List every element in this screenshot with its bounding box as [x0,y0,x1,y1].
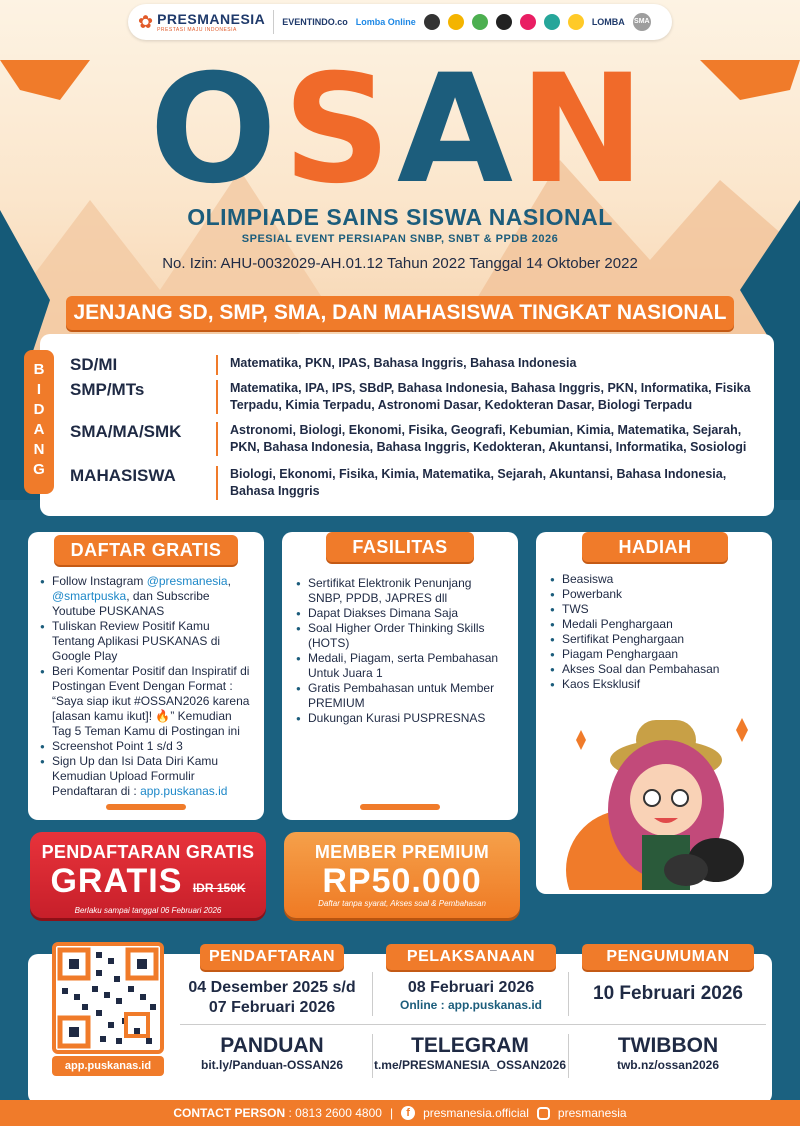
sponsor-logo-icon [568,14,584,30]
divider: | [389,1106,394,1120]
card-accent [360,804,440,810]
sponsor-bar [128,4,672,40]
fasilitas-list [296,576,506,726]
list-item: ● Kaos Eksklusif [550,677,760,692]
link-title: TELEGRAM [411,1034,529,1057]
button-price: GRATIS IDR 150K [50,862,246,900]
pengumuman-date: 10 Februari 2026 [593,983,743,1004]
bidang-row [70,380,756,414]
sponsor-eventindo: EVENTINDO.co [282,17,348,27]
original-price: IDR 150K [192,881,246,895]
divider [372,972,373,1016]
subject-list: Biologi, Ekonomi, Fisika, Kimia, Matematika, Sejarah, Akuntansi, Bahasa Indonesia, Bahasa Inggris [216,466,756,500]
list-item: ● Tuliskan Review Positif Kamu Tentang Aplikasi PUSKANAS di Google Play [40,619,252,664]
pendaftaran-date: 04 Desember 2025 s/d [188,979,356,996]
list-item: ● Medali Penghargaan [550,617,760,632]
instagram-link[interactable]: @smartpuska [52,589,127,603]
panduan-link[interactable] [186,1034,358,1072]
logo-letter: A [396,43,520,217]
link-url[interactable]: t.me/PRESMANESIA_OSSAN2026 [373,1058,567,1072]
divider [180,1024,766,1025]
list-item: ● Follow Instagram @presmanesia, @smartpuska, dan Subscribe Youtube PUSKANAS [40,574,252,619]
instagram-handle[interactable]: presmanesia [557,1106,627,1120]
link-title: PANDUAN [220,1034,324,1057]
list-item: ● Sertifikat Penghargaan [550,632,760,647]
member-premium-button[interactable] [284,832,520,918]
pelaksanaan-info [386,944,556,1012]
facebook-handle[interactable]: presmanesia.official [423,1106,529,1120]
logo-letter: O [149,43,283,217]
twibbon-link[interactable] [582,1034,754,1072]
bidang-tag [24,350,54,494]
hadiah-title: HADIAH [582,532,728,562]
qr-code-icon [56,946,160,1050]
daftar-card [28,532,264,820]
link-url[interactable]: bit.ly/Panduan-OSSAN26 [200,1058,344,1072]
button-price: RP50.000 [322,862,482,900]
mascot-illustration [556,700,766,890]
level-name: MAHASISWA [70,466,176,485]
list-item: ● Akses Soal dan Pembahasan [550,662,760,677]
list-item: ● Beri Komentar Positif dan Inspiratif di Postingan Event Dengan Format : “Saya siap ikut #OSSAN2026 karena [alasan kamu ikut]! 🔥” Kemudian Tag 5 Teman Kamu di Postingan ini [40,664,252,739]
sponsor-logo-icon [424,14,440,30]
fasilitas-card [282,532,518,820]
link-url[interactable]: twb.nz/ossan2026 [616,1058,720,1072]
pengumuman-head: PENGUMUMAN [582,944,754,970]
subject-list: Matematika, IPA, IPS, SBdP, Bahasa Indonesia, Bahasa Inggris, PKN, Informatika, Fisika Terpadu, Kimia Terpadu, Astronomi Dasar, Kedokteran Dasar, Biologi Terpadu [216,380,756,414]
list-item: ● Screenshot Point 1 s/d 3 [40,739,252,754]
list-item: ● Sertifikat Elektronik Penunjang SNBP, PPDB, JAPRES dll [296,576,506,606]
divider [372,1034,373,1078]
button-label: PENDAFTARAN GRATIS [41,842,255,862]
list-item: ● Dapat Diakses Dimana Saja [296,606,506,621]
pendaftaran-info [186,944,358,1018]
hadiah-list [550,572,760,692]
bidang-row [70,422,756,456]
pelaksanaan-date: 08 Februari 2026 [407,979,535,996]
button-label: MEMBER PREMIUM [314,842,490,862]
divider [273,10,274,34]
daftar-title: DAFTAR GRATIS [54,535,238,565]
list-item: ● Dukungan Kurasi PUSPRESNAS [296,711,506,726]
list-item: ● Soal Higher Order Thinking Skills (HOTS) [296,621,506,651]
pengumuman-info [582,944,754,1004]
divider [568,1034,569,1078]
list-item: ● TWS [550,602,760,617]
sponsor-logo-icon [448,14,464,30]
logo-letter: N [519,43,651,217]
sponsor-lomba: LOMBA [591,17,625,27]
registration-link[interactable]: app.puskanas.id [140,784,228,798]
footer [0,1100,800,1126]
divider [568,972,569,1016]
card-accent [106,804,186,810]
list-item: ● Medali, Piagam, serta Pembahasan Untuk Juara 1 [296,651,506,681]
contact-person: CONTACT PERSON : 0813 2600 4800 [173,1106,382,1120]
button-note: Berlaku sampai tanggal 06 Februari 2026 [74,906,222,915]
hero [0,43,800,272]
level-name: SD/MI [70,355,118,374]
level-name: SMA/MA/SMK [70,422,182,441]
level-name: SMP/MTs [70,380,145,399]
brand-tagline: PRESTASI MAJU INDONESIA [157,27,237,33]
fasilitas-title: FASILITAS [326,532,474,562]
flower-icon: ✿ [138,11,154,32]
list-item: ● Gratis Pembahasan untuk Member PREMIUM [296,681,506,711]
brand-logo [138,11,265,33]
logo-letter: S [282,43,397,217]
list-item: ● Beasiswa [550,572,760,587]
sponsor-logo-icon [472,14,488,30]
event-title: OLIMPIADE SAINS SISWA NASIONAL [187,204,613,230]
instagram-icon [537,1107,550,1120]
bidang-row [70,466,756,500]
qr-link[interactable]: app.puskanas.id [52,1056,164,1076]
event-subtitle: SPESIAL EVENT PERSIAPAN SNBP, SNBT & PPDB 2026 [241,233,559,245]
facebook-icon: f [401,1106,415,1120]
list-item: ● Powerbank [550,587,760,602]
subject-list: Astronomi, Biologi, Ekonomi, Fisika, Geografi, Kebumian, Kimia, Matematika, Sejarah, PKN, Bahasa Indonesia, Bahasa Inggris, Kedokteran, Akuntansi, Informatika, Sosiologi [216,422,756,456]
link-title: TWIBBON [617,1034,719,1057]
instagram-link[interactable]: @presmanesia [146,574,228,588]
list-item: ● Piagam Penghargaan [550,647,760,662]
list-item: ● Sign Up dan Isi Data Diri Kamu Kemudian Upload Formulir Pendaftaran di : app.puskanas.id [40,754,252,799]
qr-code[interactable] [52,942,164,1054]
permit-number: No. Izin: AHU-0032029-AH.01.12 Tahun 2022 Tanggal 14 Oktober 2022 [162,255,638,272]
bidang-label: B I D A N G [33,361,45,478]
levels-banner: JENJANG SD, SMP, SMA, DAN MAHASISWA TINGKAT NASIONAL [66,296,734,330]
pelaksanaan-head: PELAKSANAAN [386,944,556,970]
bidang-row [70,355,756,375]
pendaftaran-date: 07 Februari 2026 [208,999,336,1016]
sponsor-logo-icon [520,14,536,30]
sponsor-logo-icon [496,14,512,30]
hadiah-card [536,532,772,894]
subject-list: Matematika, PKN, IPAS, Bahasa Inggris, Bahasa Indonesia [216,355,756,375]
sponsor-logo-icon [544,14,560,30]
sponsor-lomba-online: Lomba Online [355,17,416,27]
brand-name: PRESMANESIA [157,11,266,27]
telegram-link[interactable] [372,1034,568,1072]
pelaksanaan-location[interactable]: Online : app.puskanas.id [399,998,543,1012]
free-registration-button[interactable] [30,832,266,918]
button-note: Daftar tanpa syarat, Akses soal & Pembahasan [318,899,486,908]
daftar-list [40,574,252,799]
sponsor-sma: SMA [633,13,651,31]
pendaftaran-head: PENDAFTARAN [200,944,344,970]
